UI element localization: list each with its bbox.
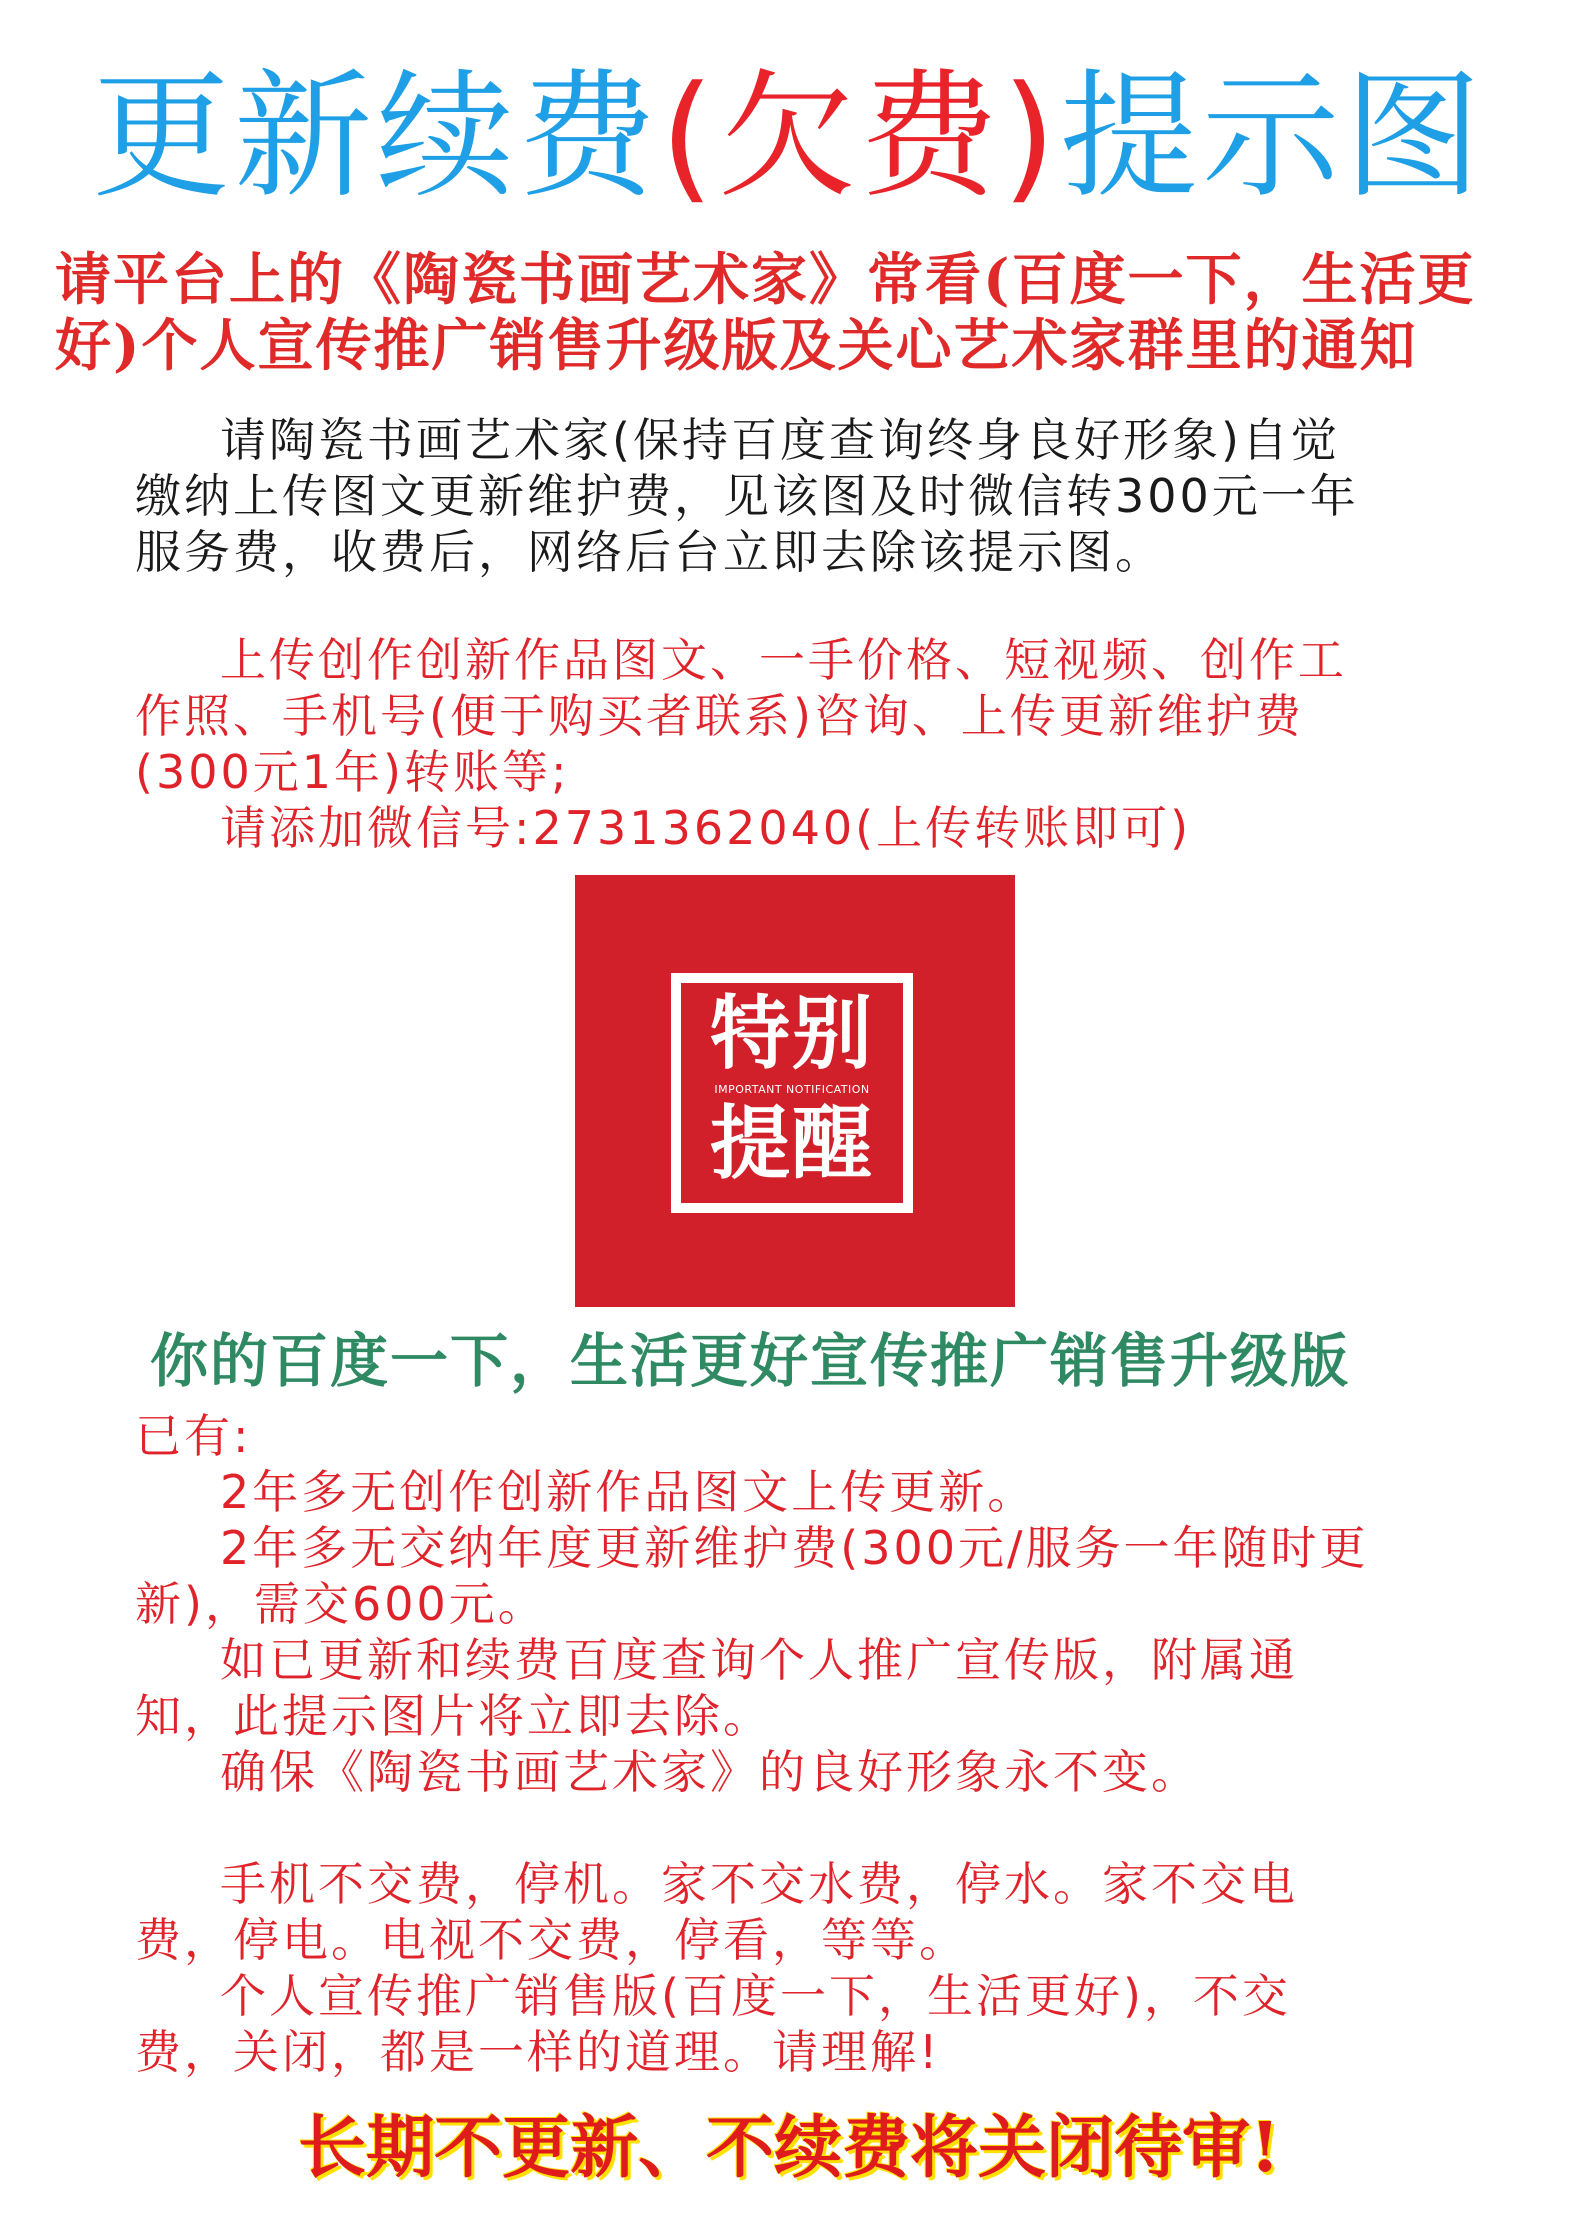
status-label: 已有: — [135, 1409, 252, 1463]
notice-badge-english: IMPORTANT NOTIFICATION — [714, 1083, 870, 1096]
headline-line-1: 请平台上的《陶瓷书画艺术家》常看(百度一下，生活更 — [55, 247, 1476, 313]
status-line-3: 新)，需交600元。 — [135, 1577, 547, 1631]
footer-warning: 长期不更新、不续费将关闭待审! — [298, 2108, 1280, 2188]
status-line-1: 2年多无创作创新作品图文上传更新。 — [220, 1465, 1037, 1519]
important-notice-badge — [575, 875, 1015, 1307]
status-line-4: 如已更新和续费百度查询个人推广宣传版，附属通 — [220, 1633, 1298, 1687]
title-part-notice: 提示图 — [1059, 56, 1486, 217]
headline-line-2: 好)个人宣传推广销售升级版及关心艺术家群里的通知 — [55, 313, 1418, 379]
analogy-line-4: 费，关闭，都是一样的道理。请理解! — [135, 2025, 941, 2079]
page-title — [0, 56, 1578, 217]
analogy-line-1: 手机不交费，停机。家不交水费，停水。家不交电 — [220, 1857, 1298, 1911]
wechat-contact: 请添加微信号:2731362040(上传转账即可) — [220, 801, 1192, 855]
notice-badge-line-2: 提醒 — [710, 1097, 874, 1190]
title-part-renew: 更新续费 — [92, 56, 661, 217]
intro-line-3: 服务费，收费后，网络后台立即去除该提示图。 — [135, 525, 1164, 579]
intro-line-2: 缴纳上传图文更新维护费，见该图及时微信转300元一年 — [135, 469, 1359, 523]
status-line-2: 2年多无交纳年度更新维护费(300元/服务一年随时更 — [220, 1521, 1369, 1575]
section-title-green: 你的百度一下，生活更好宣传推广销售升级版 — [150, 1327, 1351, 1395]
analogy-line-2: 费，停电。电视不交费，停看，等等。 — [135, 1913, 968, 1967]
status-line-5: 知，此提示图片将立即去除。 — [135, 1689, 772, 1743]
title-part-arrears: (欠费) — [660, 56, 1060, 217]
notice-badge-frame — [671, 973, 913, 1213]
upload-info-line-1: 上传创作创新作品图文、一手价格、短视频、创作工 — [220, 633, 1347, 687]
status-line-6: 确保《陶瓷书画艺术家》的良好形象永不变。 — [220, 1745, 1200, 1799]
upload-info-line-2: 作照、手机号(便于购买者联系)咨询、上传更新维护费 — [135, 689, 1304, 743]
analogy-line-3: 个人宣传推广销售版(百度一下，生活更好)，不交 — [220, 1969, 1291, 2023]
intro-line-1: 请陶瓷书画艺术家(保持百度查询终身良好形象)自觉 — [220, 413, 1340, 467]
notice-badge-line-1: 特别 — [710, 987, 874, 1080]
upload-info-line-3: (300元1年)转账等; — [135, 745, 570, 799]
